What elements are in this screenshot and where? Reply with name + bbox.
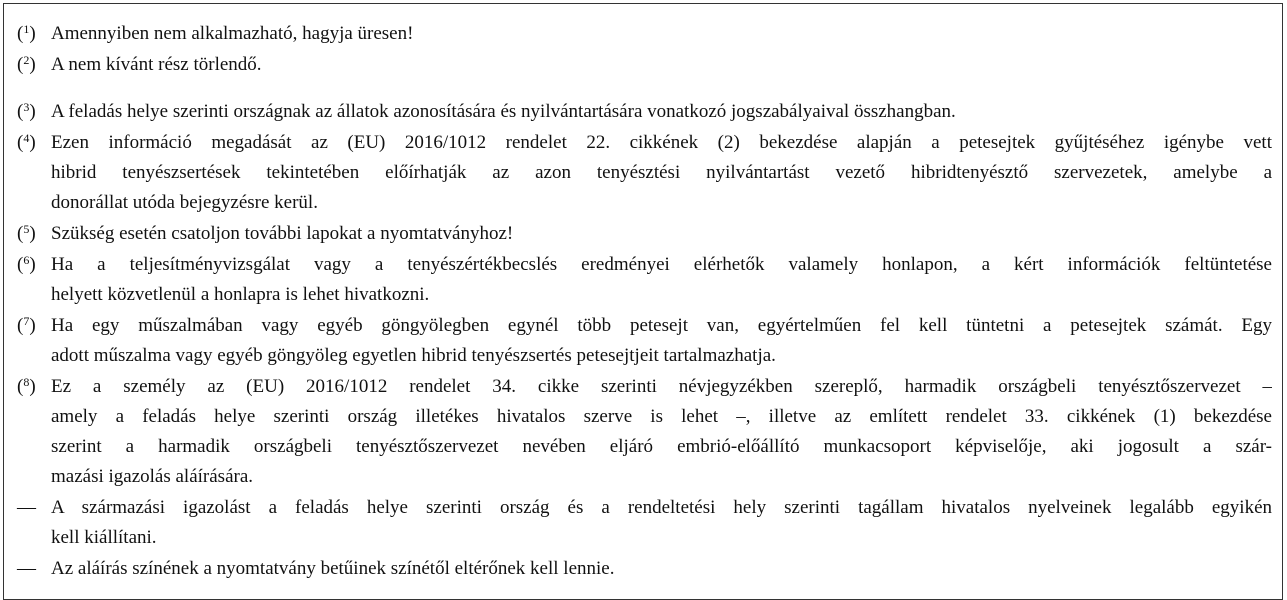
em-dash-bullet-icon: —: [17, 558, 36, 579]
footnote-5: [4, 219, 1282, 249]
footnote-marker: ($^4$): [17, 131, 36, 153]
footnote-number: 2: [23, 53, 30, 67]
footnote-2: [4, 50, 1282, 80]
footnote-marker: ($^3$): [17, 100, 36, 122]
footnote-1: [4, 19, 1282, 49]
footnote-4: [4, 128, 1282, 218]
footnote-number: 1: [23, 22, 30, 36]
footnote-text-line: Szükség esetén csatoljon további lapokat a nyomtatványhoz!: [51, 223, 514, 244]
footnote-text-line: Ez a személy az (EU) 2016/1012 rendelet 34. cikke szerinti névjegyzékben szereplő, harmadik országbeli tenyésztőszervezet –: [51, 376, 1272, 397]
bullet-text-line: A származási igazolást a feladás helye szerinti ország és a rendeltetési hely szerinti tagállam hivatalos nyelveinek legalább egyikén: [51, 497, 1272, 518]
footnote-marker: ($^8$): [17, 375, 36, 397]
footnote-text-line: szerint a harmadik országbeli tenyésztőszervezet nevében eljáró embrió-előállító munkacsoport képviselője, aki jogosult a szár-: [51, 436, 1272, 457]
footnotes-box: [3, 3, 1283, 600]
footnote-number: 3: [23, 100, 30, 114]
footnote-number: 8: [23, 375, 30, 389]
footnote-number: 4: [23, 131, 30, 145]
footnote-number: 6: [23, 253, 30, 267]
bullet-note: [4, 554, 1282, 584]
footnote-text-line: amely a feladás helye szerinti ország illetékes hivatalos szerve is lehet –, illetve az említett rendelet 33. cikkének (1) bekezdése: [51, 406, 1272, 427]
footnote-text-line: A feladás helye szerinti országnak az állatok azonosítására és nyilvántartására vonatkozó jogszabályaival összhangban.: [51, 101, 956, 122]
footnote-7: [4, 311, 1282, 371]
footnote-text-line: helyett közvetlenül a honlapra is lehet hivatkozni.: [51, 284, 430, 305]
footnote-3: [4, 97, 1282, 127]
footnote-6: [4, 250, 1282, 310]
footnote-text-line: mazási igazolás aláírására.: [51, 466, 254, 487]
footnote-text-line: Ha egy műszalmában vagy egyéb göngyölegben egynél több petesejt van, egyértelműen fel kell tüntetni a petesejtek számát. Egy: [51, 315, 1272, 336]
bullet-text-line: Az aláírás színének a nyomtatvány betűinek színétől eltérőnek kell lennie.: [51, 558, 615, 579]
footnote-number: 5: [23, 222, 30, 236]
footnote-marker: ($^7$): [17, 314, 36, 336]
footnote-marker: ($^2$): [17, 53, 36, 75]
footnote-text-line: Ha a teljesítményvizsgálat vagy a tenyészértékbecslés eredményei elérhetők valamely honlapon, a kért információk feltüntetése: [51, 254, 1272, 275]
footnote-text-line: Ezen információ megadását az (EU) 2016/1012 rendelet 22. cikkének (2) bekezdése alapján a petesejtek gyűjtéséhez igénybe vett: [51, 132, 1272, 153]
bullet-note: [4, 493, 1282, 553]
em-dash-bullet-icon: —: [17, 497, 36, 518]
footnote-text-line: adott műszalma vagy egyéb göngyöleg egyetlen hibrid tenyészsertés petesejtjeit tartalmazhatja.: [51, 345, 776, 366]
footnote-text-line: A nem kívánt rész törlendő.: [51, 54, 262, 75]
bullet-text-line: kell kiállítani.: [51, 527, 157, 548]
footnote-text-line: hibrid tenyészsertések tekintetében előírhatják az azon tenyésztési nyilvántartást vezető hibridtenyésztő szervezetek, amelybe a: [51, 162, 1272, 183]
footnote-marker: ($^6$): [17, 253, 36, 275]
footnote-marker: ($^1$): [17, 22, 36, 44]
footnote-number: 7: [23, 314, 30, 328]
footnote-marker: ($^5$): [17, 222, 36, 244]
footnote-text-line: donorállat utóda bejegyzésre kerül.: [51, 192, 318, 213]
footnote-text-line: Amennyiben nem alkalmazható, hagyja üresen!: [51, 23, 414, 44]
footnote-8: [4, 372, 1282, 492]
